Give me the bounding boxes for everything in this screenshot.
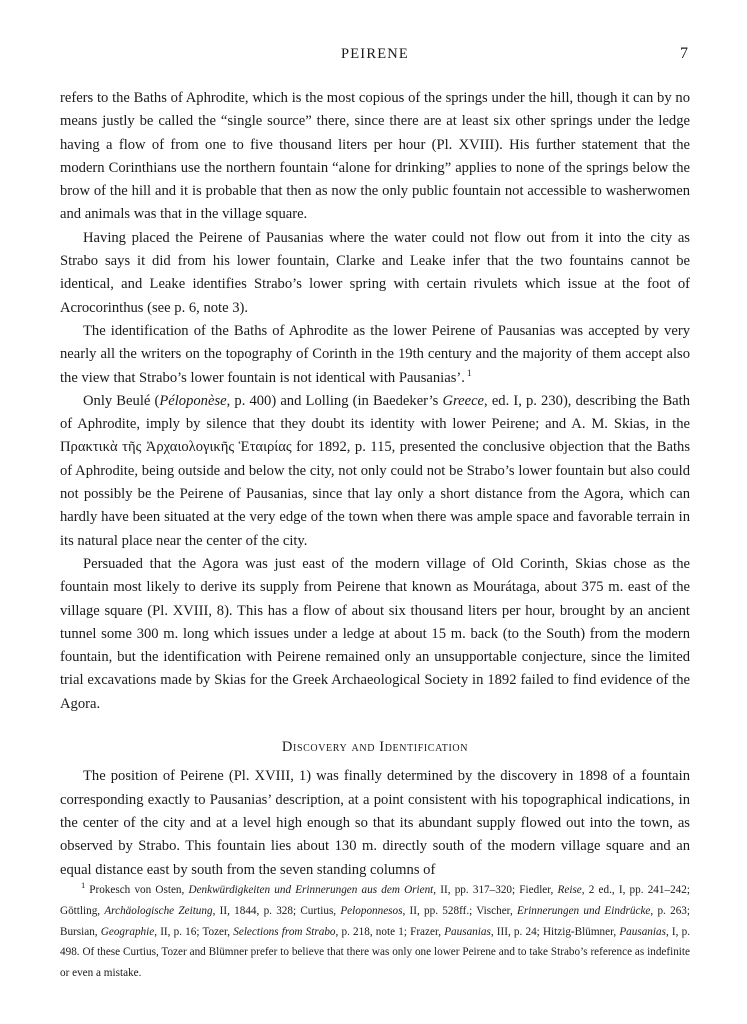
main-text <box>60 87 690 882</box>
running-title: PEIRENE <box>340 46 409 62</box>
footnote-reference: 1 <box>466 368 472 379</box>
paragraph <box>60 320 690 390</box>
paragraph: Only Beulé (Péloponèse, p. 400) and Lolling (in Baedeker’s Greece, ed. I, p. 230), describing the Bath of Aphrodite, imply by silence that they doubt its identity with lower Peirene; and A. M. Skias, in the Πρακτικὰ τῆς Ἀρχαιολογικῆς Ἑταιρίας for 1892, p. 115, presented the conclusive objection that the Baths of Aphrodite, being outside and below the city, not only could not be Strabo’s lower fountain but also could not possibly be the Peirene of Pausanias, since that lay only a short distance from the Agora, which can hardly have been situated at the very edge of the town when there was ample space and favorable terrain in its natural place near the center of the city. <box>60 392 691 549</box>
section-heading: Discovery and Identification <box>281 739 469 756</box>
paragraph: Persuaded that the Agora was just east of the modern village of Old Corinth, Skias chose as the fountain most likely to derive its supply from Peirene that known as Mourátaga, about 375 m. east of the village square (Pl. XVIII, 8). This has a flow of about six thousand liters per hour, brought by an ancient tunnel some 300 m. long which issues under a ledge at about 15 m. back (to the South) from the modern fountain, but the identification with Peirene remained only an unsupportable conjecture, since the limited trial excavations made by Skias for the Greek Archaeological Society in 1892 failed to find evidence of the Agora. <box>60 555 690 712</box>
page-number: 7 <box>680 45 688 62</box>
footnote-mark: 1 <box>81 880 86 891</box>
paragraph-text: The identification of the Baths of Aphrodite as the lower Peirene of Pausanias was accepted by very nearly all the writers on the topography of Corinth in the 19th century and the majority of them accept also the view that Strabo’s lower fountain is not identical with Pausanias’. <box>60 322 690 386</box>
paragraph: The position of Peirene (Pl. XVIII, 1) was finally determined by the discovery in 1898 of a fountain corresponding exactly to Pausanias’ description, at a point consistent with his topographical indications, in the center of the city and at a level high enough so that its abundant supply flowed out into the town, as observed by Strabo. This fountain lies about 130 m. directly south of the modern village square and an equal distance east by south from the seven standing columns of <box>60 768 690 878</box>
footnotes <box>60 880 690 984</box>
italic-title: Greece <box>442 392 485 409</box>
paragraph: Having placed the Peirene of Pausanias where the water could not flow out from it into the city as Strabo says it did from his lower fountain, Clarke and Leake infer that the two fountains cannot be identical, and Leake identifies Strabo’s lower spring with certain rivulets which issue at the foot of Acrocorinthus (see p. 6, note 3). <box>60 229 690 316</box>
paragraph: refers to the Baths of Aphrodite, which is the most copious of the springs under the hill, though it can by no means justly be called the “single source” there, since there are at least six other springs under the ledge having a flow of from one to five thousand liters per hour (Pl. XVIII). His further statement that the modern Corinthians use the northern fountain “alone for drinking” applies to none of the springs below the brow of the hill and it is probable that then as now the only public fountain not accessible to washerwomen and animals was that in the village square. <box>60 90 690 223</box>
running-head <box>60 46 690 70</box>
italic-title: Péloponèse <box>159 392 227 409</box>
footnote: $^1$ Prokesch von Osten, Denkwürdigkeiten und Erinnerungen aus dem Orient, II, pp. 317–320; Fiedler, Reise, 2 ed., I, pp. 241–242; Göttling, Archäologische Zeitung, II, 1844, p. 328; Curtius, Peloponnesos, II, pp. 528ff.; Vischer, Erinnerungen und Eindrücke, p. 263; Bursian, Geographie, II, p. 16; Tozer, Selections from Strabo, p. 218, note 1; Frazer, Pausanias, III, p. 24; Hitzig-Blümner, Pausanias, I, p. 498. Of these Curtius, Tozer and Blümner prefer to believe that there was only one lower Peirene and to take Strabo’s reference as indefinite or even a mistake. <box>60 880 691 980</box>
